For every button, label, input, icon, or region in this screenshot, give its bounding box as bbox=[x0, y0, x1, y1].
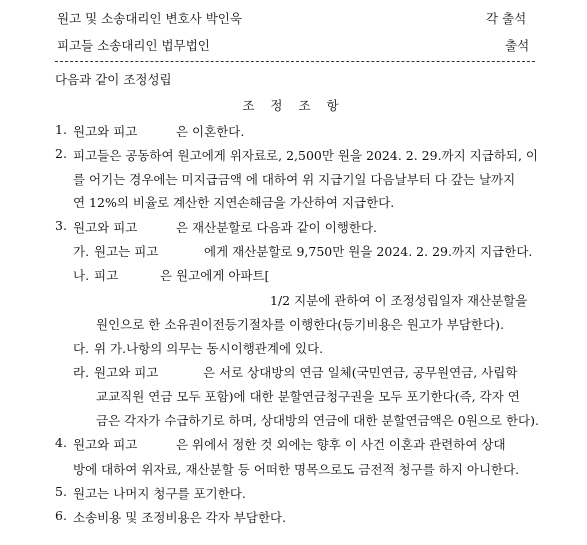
clause-2-number: 2. bbox=[55, 146, 67, 161]
clause-1-number: 1. bbox=[55, 122, 67, 137]
clause-3-subject: 원고와 피고 bbox=[73, 220, 138, 235]
clause-4-line-2: 방에 대하여 위자료, 재산분할 등 어떠한 명목으로도 금전적 청구를 하지 아니한다. bbox=[73, 462, 520, 477]
clause-4-subject: 원고와 피고 bbox=[73, 437, 138, 452]
clause-5-number: 5. bbox=[55, 484, 67, 499]
clause-3-ra-line-2: 교교직원 연금 모두 포함)에 대한 분할연금청구권을 모두 포기한다(즉, 각자 연 bbox=[96, 389, 520, 404]
clause-3-ga-label: 가. bbox=[73, 244, 90, 259]
clause-3-na-label: 나. bbox=[73, 268, 90, 283]
clause-3-na-text: 은 원고에게 아파트[ bbox=[160, 268, 270, 283]
defendant-status: 출석 bbox=[505, 38, 530, 53]
clause-3-ra-subject: 원고와 피고 bbox=[94, 365, 159, 380]
clause-3-na-line-2: 1/2 지분에 관하여 이 조정성립일자 재산분할을 bbox=[270, 293, 528, 308]
clause-3-na-subject: 피고 bbox=[94, 268, 119, 283]
clause-5-text: 원고는 나머지 청구를 포기한다. bbox=[73, 486, 246, 501]
separator-line bbox=[55, 61, 535, 62]
clause-3-ra-label: 라. bbox=[73, 365, 90, 380]
clause-6-text: 소송비용 및 조정비용은 각자 부담한다. bbox=[73, 510, 287, 525]
defendant-line: 피고들 소송대리인 법무법인 bbox=[57, 38, 210, 53]
intro-text: 다음과 같이 조정성립 bbox=[55, 72, 172, 87]
clause-3-ga-subject: 원고는 피고 bbox=[94, 244, 159, 259]
clause-3-da-text: 위 가.나항의 의무는 동시이행관계에 있다. bbox=[94, 341, 324, 356]
clause-3-da-label: 다. bbox=[73, 341, 90, 356]
clause-3-ra-text: 은 서로 상대방의 연금 일체(국민연금, 공무원연금, 사립학 bbox=[203, 365, 518, 380]
clause-3-ra-line-3: 금은 각자가 수급하기로 하며, 상대방의 연금에 대한 분할연금액은 0원으로 한다). bbox=[96, 413, 539, 428]
clause-6-number: 6. bbox=[55, 508, 67, 523]
clause-1-text: 은 이혼한다. bbox=[176, 124, 245, 139]
clause-4-number: 4. bbox=[55, 435, 67, 450]
clause-3-number: 3. bbox=[55, 218, 67, 233]
clause-2-line-2: 를 어기는 경우에는 미지급금액 에 대하여 위 지급기일 다음날부터 다 갚는 날까지 bbox=[73, 172, 516, 187]
clause-1-subject: 원고와 피고 bbox=[73, 124, 138, 139]
clause-3-text: 은 재산분할로 다음과 같이 이행한다. bbox=[176, 220, 377, 235]
clause-4-text: 은 위에서 정한 것 외에는 향후 이 사건 이혼과 관련하여 상대 bbox=[176, 437, 506, 452]
clause-2-line-3: 연 12%의 비율로 계산한 지연손해금을 가산하여 지급한다. bbox=[73, 195, 395, 210]
plaintiff-status: 각 출석 bbox=[486, 11, 527, 26]
clause-2-line-1: 피고들은 공동하여 원고에게 위자료로, 2,500만 원을 2024. 2. 29.까지 지급하되, 이 bbox=[73, 148, 539, 163]
plaintiff-line: 원고 및 소송대리인 변호사 박인욱 bbox=[57, 11, 242, 26]
clause-3-na-line-3: 원인으로 한 소유권이전등기절차를 이행한다(등기비용은 원고가 부담한다). bbox=[96, 317, 504, 332]
clause-3-ga-text: 에게 재산분할로 9,750만 원을 2024. 2. 29.까지 지급한다. bbox=[204, 244, 533, 259]
section-title: 조 정 조 항 bbox=[242, 98, 345, 113]
